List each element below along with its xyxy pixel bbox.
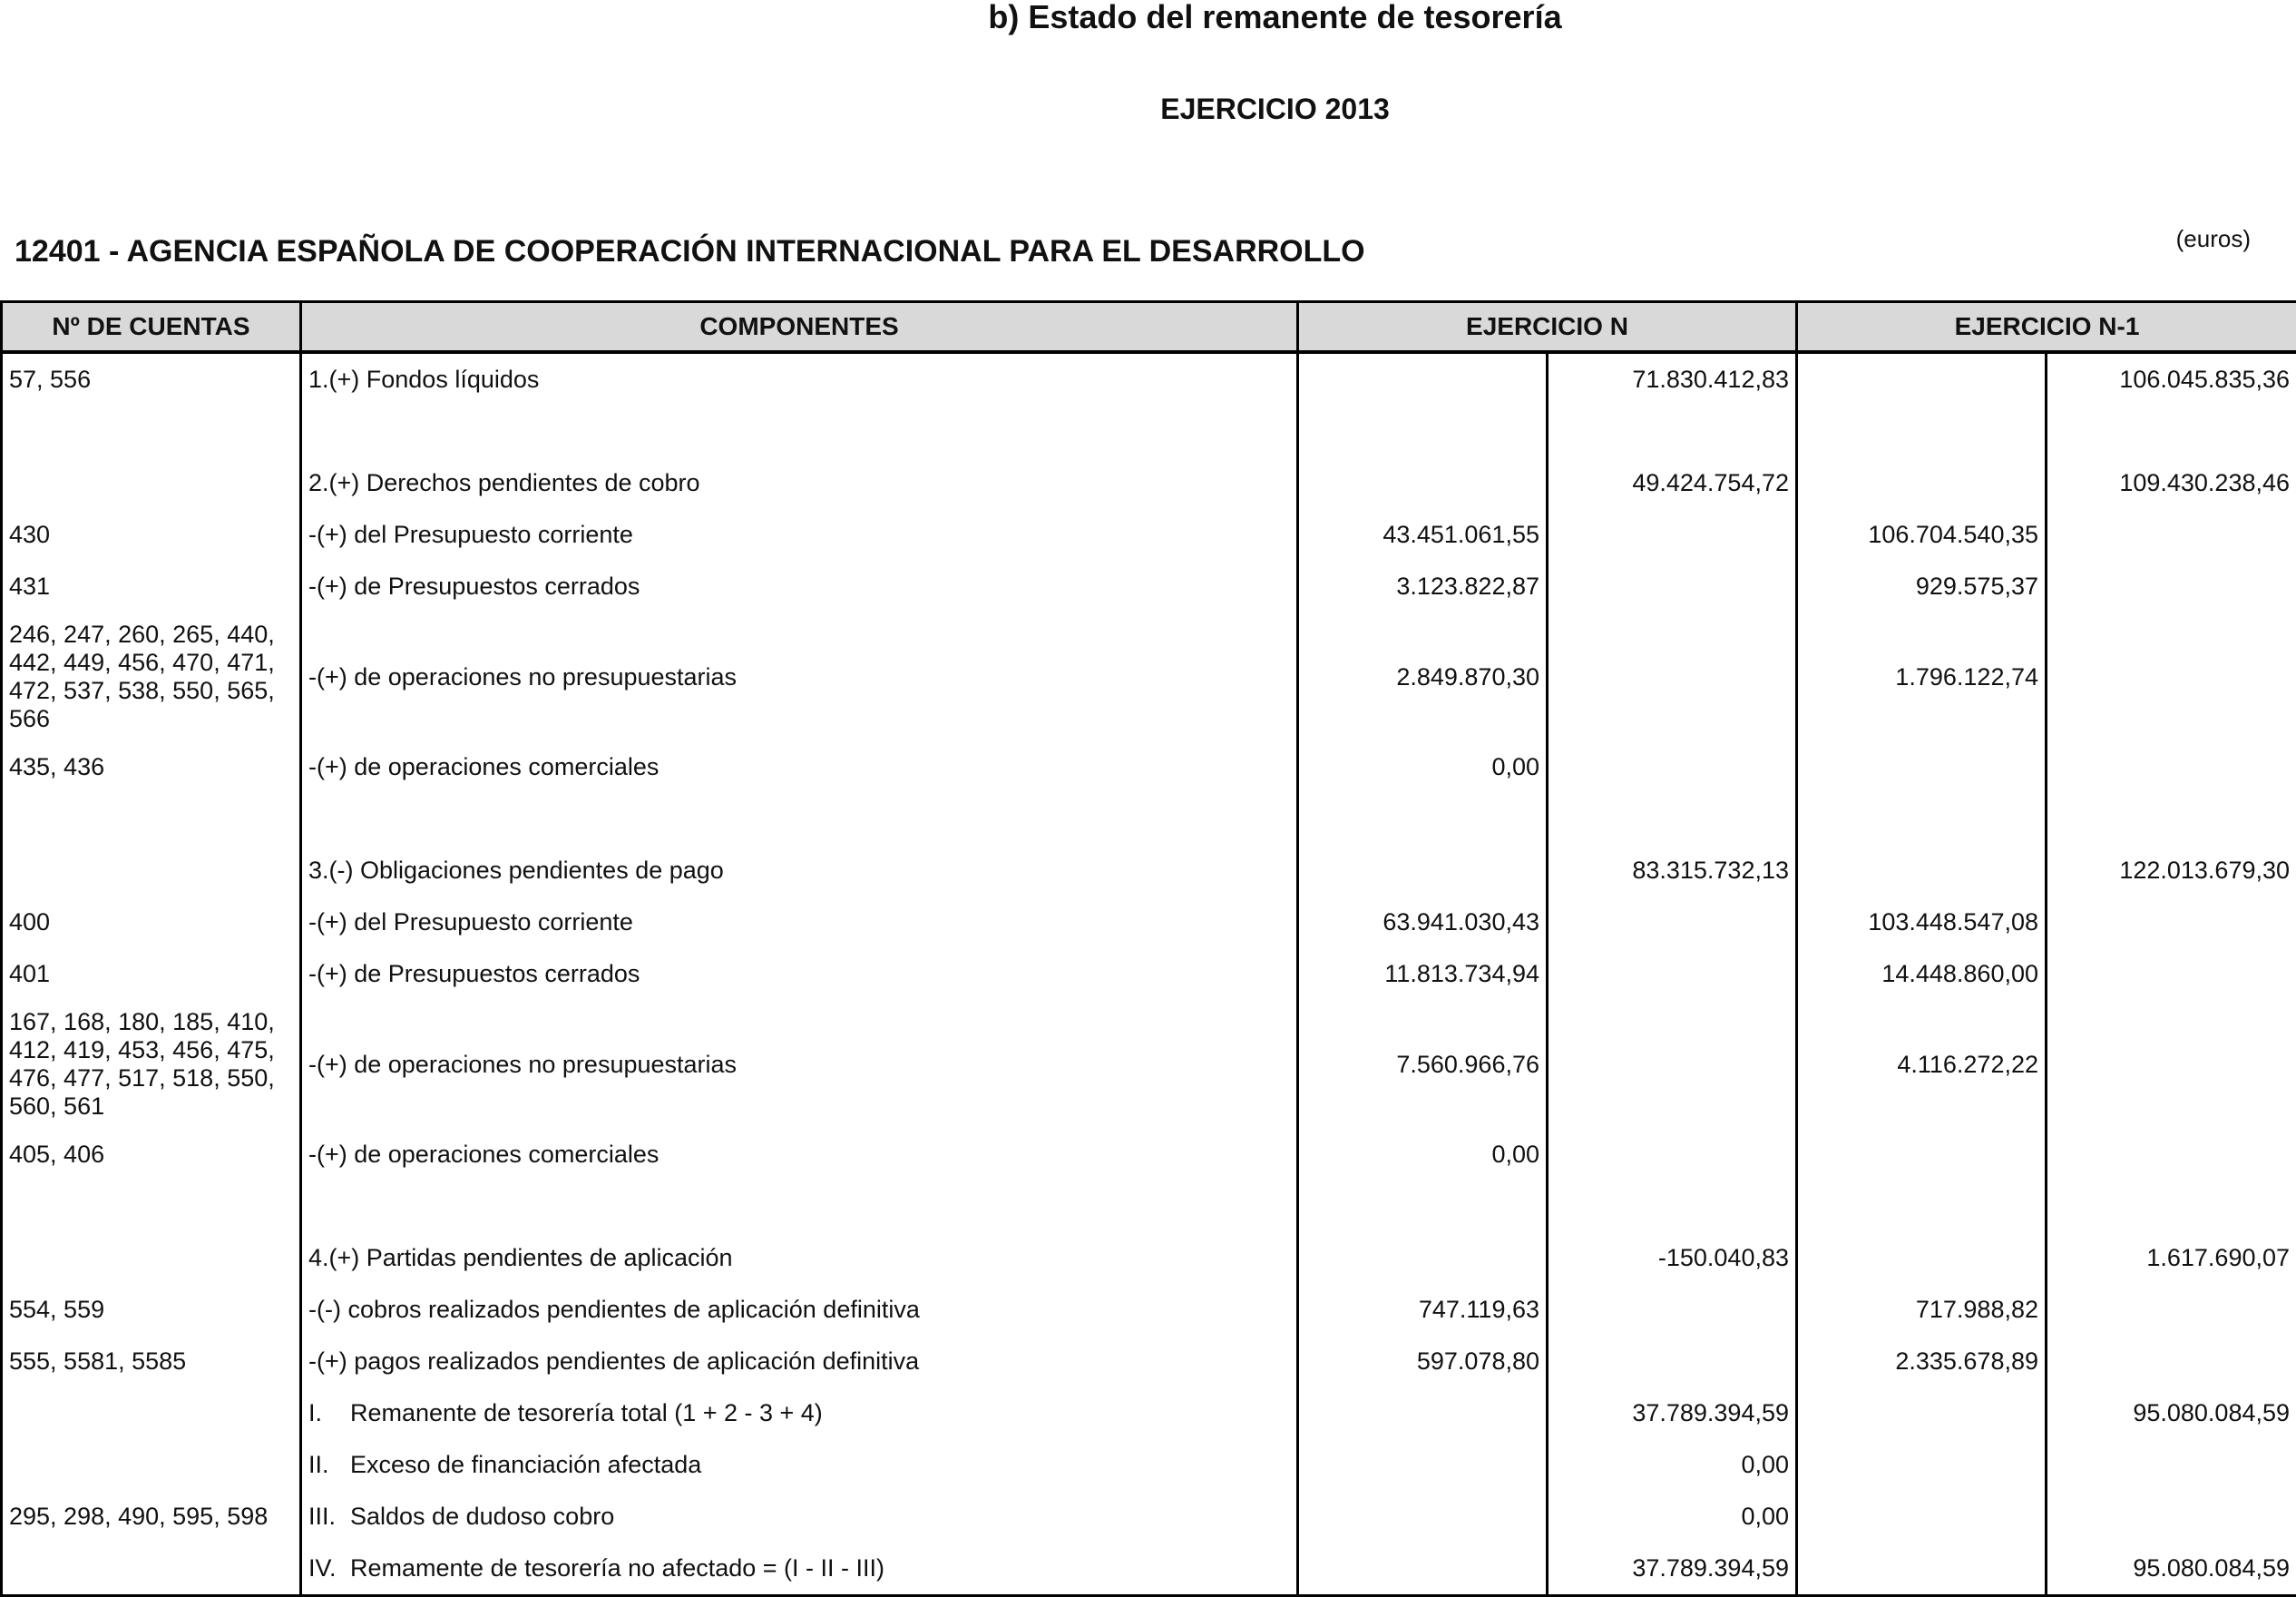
cell-n1-detalle: [1797, 406, 2047, 457]
table-row: [2, 1491, 2296, 1543]
table-row: [2, 457, 2296, 509]
cell-n1-total: [2047, 741, 2296, 793]
cell-n1-detalle: 929.575,37: [1797, 561, 2047, 612]
cell-n-detalle: 43.451.061,55: [1298, 509, 1548, 561]
cell-n1-total: 95.080.084,59: [2047, 1543, 2296, 1596]
cell-n1-total: [2047, 793, 2296, 845]
cell-n1-total: [2047, 1000, 2296, 1129]
cell-n1-total: [2047, 561, 2296, 612]
cell-n1-total: 122.013.679,30: [2047, 845, 2296, 896]
cell-componente: [301, 1000, 1298, 1129]
cell-n1-detalle: [1797, 845, 2047, 896]
cell-n-detalle: 2.849.870,30: [1298, 612, 1548, 741]
cell-cuentas: 295, 298, 490, 595, 598: [2, 1491, 301, 1543]
cell-cuentas: [2, 1387, 301, 1439]
cell-n-detalle: 7.560.966,76: [1298, 1000, 1548, 1129]
cell-n-detalle: [1298, 845, 1548, 896]
cell-n-total: [1548, 406, 1797, 457]
cell-componente: [301, 457, 1298, 509]
cell-n1-total: [2047, 1284, 2296, 1336]
cell-cuentas: 400: [2, 896, 301, 948]
cell-n1-total: 1.617.690,07: [2047, 1232, 2296, 1284]
cell-n1-total: [2047, 896, 2296, 948]
cell-n1-total: [2047, 1491, 2296, 1543]
cell-componente: [301, 509, 1298, 561]
cell-n1-detalle: 103.448.547,08: [1797, 896, 2047, 948]
column-header-ejercicio-n: EJERCICIO N: [1298, 302, 1797, 353]
table-row: [2, 509, 2296, 561]
cell-componente: [301, 612, 1298, 741]
componente-label: 1.(+) Fondos líquidos: [308, 366, 539, 393]
cell-n-total: [1548, 896, 1797, 948]
cell-componente: [301, 1129, 1298, 1181]
cell-cuentas: [2, 1439, 301, 1491]
cell-n-detalle: 0,00: [1298, 1129, 1548, 1181]
componente-label: -(+) pagos realizados pendientes de aplicación definitiva: [308, 1347, 919, 1375]
cell-componente: [301, 793, 1298, 845]
cell-n1-detalle: 14.448.860,00: [1797, 948, 2047, 1000]
cell-n-total: [1548, 1336, 1797, 1387]
cell-n1-total: 109.430.238,46: [2047, 457, 2296, 509]
roman-numeral: I.: [308, 1399, 350, 1427]
cell-cuentas: 555, 5581, 5585: [2, 1336, 301, 1387]
cell-n-detalle: [1298, 1543, 1548, 1596]
cell-n-total: [1548, 948, 1797, 1000]
cell-componente: [301, 406, 1298, 457]
column-header-cuentas: Nº DE CUENTAS: [2, 302, 301, 353]
cell-n-total: [1548, 741, 1797, 793]
cell-n1-total: 95.080.084,59: [2047, 1387, 2296, 1439]
cell-cuentas: [2, 1181, 301, 1232]
cell-componente: [301, 1284, 1298, 1336]
column-header-ejercicio-n1: EJERCICIO N-1: [1797, 302, 2296, 353]
page-subtitle: EJERCICIO 2013: [127, 93, 2296, 126]
cell-n1-detalle: [1797, 1129, 2047, 1181]
cell-n1-detalle: [1797, 1232, 2047, 1284]
cell-n-total: [1548, 561, 1797, 612]
componente-label: -(+) de operaciones no presupuestarias: [308, 1051, 737, 1078]
cell-cuentas: 554, 559: [2, 1284, 301, 1336]
componente-label: -(+) del Presupuesto corriente: [308, 521, 633, 548]
cell-cuentas: 430: [2, 509, 301, 561]
cell-n-total: [1548, 1181, 1797, 1232]
cell-n-total: [1548, 1000, 1797, 1129]
cell-cuentas: [2, 457, 301, 509]
cell-n1-detalle: [1797, 741, 2047, 793]
cell-componente: [301, 1543, 1298, 1596]
roman-numeral: III.: [308, 1503, 350, 1531]
cell-cuentas: 167, 168, 180, 185, 410, 412, 419, 453, 456, 475, 476, 477, 517, 518, 550, 560, 561: [2, 1000, 301, 1129]
componente-label: 2.(+) Derechos pendientes de cobro: [308, 469, 700, 496]
cell-cuentas: 401: [2, 948, 301, 1000]
cell-n-detalle: 0,00: [1298, 741, 1548, 793]
cell-componente: [301, 1491, 1298, 1543]
cell-n1-total: [2047, 1181, 2296, 1232]
table-row: [2, 561, 2296, 612]
cell-cuentas: 246, 247, 260, 265, 440, 442, 449, 456, 470, 471, 472, 537, 538, 550, 565, 566: [2, 612, 301, 741]
cell-n1-detalle: [1797, 1543, 2047, 1596]
remanente-table: [0, 300, 2296, 1597]
table-header-row: [2, 302, 2296, 353]
componente-label: Remanente de tesorería total (1 + 2 - 3 + 4): [350, 1399, 823, 1426]
cell-n-detalle: 63.941.030,43: [1298, 896, 1548, 948]
cell-n-detalle: [1298, 352, 1548, 406]
entity-heading: 12401 - AGENCIA ESPAÑOLA DE COOPERACIÓN INTERNACIONAL PARA EL DESARROLLO: [15, 234, 1365, 269]
cell-n-total: 83.315.732,13: [1548, 845, 1797, 896]
cell-cuentas: 435, 436: [2, 741, 301, 793]
cell-n1-detalle: [1797, 1491, 2047, 1543]
componente-label: -(+) del Presupuesto corriente: [308, 908, 633, 936]
cell-n-detalle: 11.813.734,94: [1298, 948, 1548, 1000]
cell-n1-total: [2047, 612, 2296, 741]
cell-n-detalle: [1298, 457, 1548, 509]
cell-cuentas: 57, 556: [2, 352, 301, 406]
cell-n-detalle: 3.123.822,87: [1298, 561, 1548, 612]
cell-n1-total: [2047, 948, 2296, 1000]
cell-n-total: 0,00: [1548, 1439, 1797, 1491]
table-row: [2, 896, 2296, 948]
cell-componente: [301, 845, 1298, 896]
cell-n1-detalle: 717.988,82: [1797, 1284, 2047, 1336]
cell-n-detalle: [1298, 1232, 1548, 1284]
page-title: b) Estado del remanente de tesorería: [127, 0, 2296, 36]
componente-label: -(-) cobros realizados pendientes de aplicación definitiva: [308, 1296, 920, 1323]
cell-n-total: 71.830.412,83: [1548, 352, 1797, 406]
table-row: [2, 845, 2296, 896]
table-row: [2, 948, 2296, 1000]
cell-componente: [301, 352, 1298, 406]
cell-cuentas: 431: [2, 561, 301, 612]
cell-n1-detalle: 2.335.678,89: [1797, 1336, 2047, 1387]
cell-componente: [301, 1387, 1298, 1439]
cell-n1-detalle: [1797, 793, 2047, 845]
table-row: [2, 793, 2296, 845]
cell-n1-detalle: 4.116.272,22: [1797, 1000, 2047, 1129]
cell-n1-detalle: [1797, 457, 2047, 509]
table-row: [2, 1232, 2296, 1284]
cell-n1-detalle: 106.704.540,35: [1797, 509, 2047, 561]
roman-numeral: II.: [308, 1451, 350, 1479]
cell-n-total: -150.040,83: [1548, 1232, 1797, 1284]
roman-numeral: IV.: [308, 1554, 350, 1582]
table-row: [2, 1387, 2296, 1439]
table-row: [2, 612, 2296, 741]
table-row: [2, 406, 2296, 457]
componente-label: -(+) de operaciones no presupuestarias: [308, 663, 737, 691]
cell-n-detalle: [1298, 1181, 1548, 1232]
componente-label: -(+) de operaciones comerciales: [308, 753, 659, 780]
cell-componente: [301, 948, 1298, 1000]
cell-cuentas: [2, 793, 301, 845]
cell-n1-detalle: 1.796.122,74: [1797, 612, 2047, 741]
cell-n-detalle: [1298, 1387, 1548, 1439]
cell-componente: [301, 741, 1298, 793]
cell-n1-total: 106.045.835,36: [2047, 352, 2296, 406]
table-row: [2, 1129, 2296, 1181]
cell-n1-total: [2047, 1129, 2296, 1181]
cell-componente: [301, 561, 1298, 612]
cell-cuentas: 405, 406: [2, 1129, 301, 1181]
cell-n-total: [1548, 793, 1797, 845]
cell-n-total: [1548, 612, 1797, 741]
cell-cuentas: [2, 1232, 301, 1284]
table-row: [2, 1284, 2296, 1336]
cell-cuentas: [2, 406, 301, 457]
cell-n1-total: [2047, 406, 2296, 457]
componente-label: -(+) de operaciones comerciales: [308, 1141, 659, 1168]
componente-label: Remamente de tesorería no afectado = (I - II - III): [350, 1554, 884, 1582]
componente-label: Exceso de financiación afectada: [350, 1451, 701, 1478]
componente-label: Saldos de dudoso cobro: [350, 1503, 614, 1530]
cell-n-total: [1548, 1284, 1797, 1336]
column-header-componentes: COMPONENTES: [301, 302, 1298, 353]
table-row: [2, 1181, 2296, 1232]
cell-n1-detalle: [1797, 1387, 2047, 1439]
cell-n-total: 0,00: [1548, 1491, 1797, 1543]
componente-label: -(+) de Presupuestos cerrados: [308, 573, 640, 600]
table-row: [2, 1336, 2296, 1387]
cell-n1-total: [2047, 1439, 2296, 1491]
cell-componente: [301, 1232, 1298, 1284]
cell-n1-total: [2047, 509, 2296, 561]
units-label: (euros): [2176, 225, 2251, 253]
cell-n-detalle: 597.078,80: [1298, 1336, 1548, 1387]
cell-cuentas: [2, 845, 301, 896]
table-row: [2, 1439, 2296, 1491]
table-row: [2, 352, 2296, 406]
cell-n-detalle: 747.119,63: [1298, 1284, 1548, 1336]
componente-label: -(+) de Presupuestos cerrados: [308, 960, 640, 987]
table-row: [2, 741, 2296, 793]
componente-label: 3.(-) Obligaciones pendientes de pago: [308, 857, 724, 884]
cell-n-total: 37.789.394,59: [1548, 1543, 1797, 1596]
cell-componente: [301, 1336, 1298, 1387]
cell-cuentas: [2, 1543, 301, 1596]
cell-n-detalle: [1298, 793, 1548, 845]
cell-componente: [301, 1181, 1298, 1232]
cell-n-total: [1548, 1129, 1797, 1181]
cell-n-detalle: [1298, 1491, 1548, 1543]
cell-n1-detalle: [1797, 352, 2047, 406]
cell-n-total: [1548, 509, 1797, 561]
cell-n1-detalle: [1797, 1181, 2047, 1232]
table-row: [2, 1000, 2296, 1129]
cell-n1-total: [2047, 1336, 2296, 1387]
table-row: [2, 1543, 2296, 1596]
cell-componente: [301, 1439, 1298, 1491]
cell-n-detalle: [1298, 406, 1548, 457]
cell-componente: [301, 896, 1298, 948]
cell-n-total: 37.789.394,59: [1548, 1387, 1797, 1439]
componente-label: 4.(+) Partidas pendientes de aplicación: [308, 1244, 733, 1271]
cell-n1-detalle: [1797, 1439, 2047, 1491]
cell-n-detalle: [1298, 1439, 1548, 1491]
cell-n-total: 49.424.754,72: [1548, 457, 1797, 509]
